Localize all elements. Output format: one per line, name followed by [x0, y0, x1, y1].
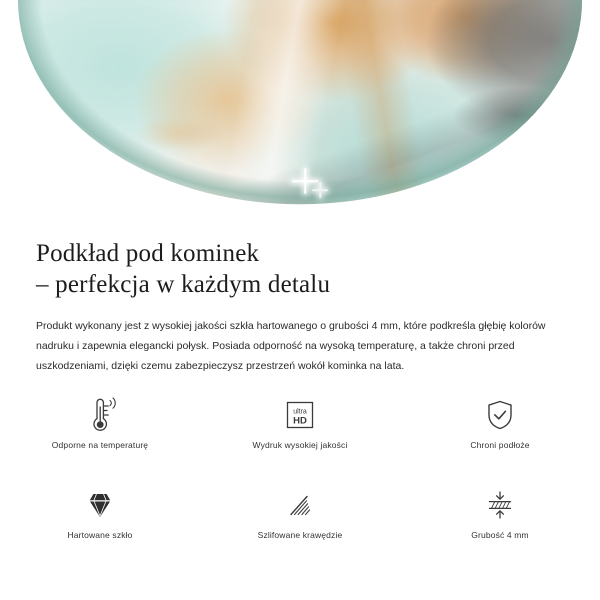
thickness-arrows-icon	[479, 482, 521, 528]
feature-label: Hartowane szkło	[67, 530, 133, 540]
ultra-hd-icon	[279, 392, 321, 438]
hero-image	[0, 0, 600, 222]
feature-label: Grubość 4 mm	[471, 530, 529, 540]
svg-text:HD: HD	[293, 415, 307, 427]
headline-line-2: – perfekcja w każdym detalu	[36, 271, 331, 298]
polished-edge-icon	[279, 482, 321, 528]
text-content	[0, 222, 600, 376]
feature-floor-protection	[400, 392, 600, 470]
page-title	[0, 222, 600, 300]
feature-print-quality	[200, 392, 400, 470]
feature-polished-edges	[200, 482, 400, 560]
shield-check-icon	[479, 392, 521, 438]
headline-line-1: Podkład pod kominek	[36, 240, 260, 267]
feature-tempered-glass	[0, 482, 200, 560]
svg-text:ultra: ultra	[293, 408, 307, 416]
hero-marble-background	[0, 0, 600, 222]
thermometer-icon	[80, 392, 120, 438]
feature-label: Wydruk wysokiej jakości	[252, 440, 348, 450]
feature-list	[0, 392, 600, 560]
feature-thickness	[400, 482, 600, 560]
feature-temperature	[0, 392, 200, 470]
feature-label: Szlifowane krawędzie	[257, 530, 343, 540]
feature-label: Chroni podłoże	[470, 440, 530, 450]
feature-label: Odporne na temperaturę	[51, 440, 149, 450]
diamond-icon	[79, 482, 121, 528]
description-paragraph: Produkt wykonany jest z wysokiej jakości szkła hartowanego o grubości 4 mm, które podkreśla głębię kolorów nadruku i zapewnia elegancki połysk. Posiada odporność na wysoką temperaturę, a także chroni przed uszkodzeniami, dzięki czemu zabezpieczysz przestrzeń wokół kominka na lata.	[36, 320, 546, 372]
